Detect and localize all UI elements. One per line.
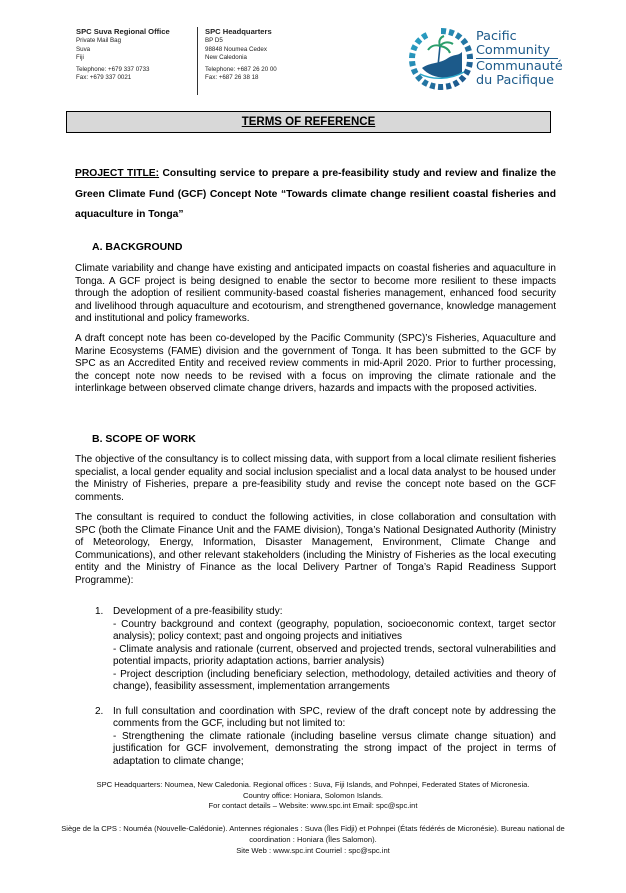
footer-line: Site Web : www.spc.int Courriel : spc@spc.int	[236, 846, 390, 855]
project-title-text: Consulting service to prepare a pre-feasibility study and review and finalize the Green Climate Fund (GCF) Concept Note “Towards climate change resilient coastal fisheries and aquaculture in Tonga”	[75, 168, 556, 220]
list-item-title: In full consultation and coordination with SPC, review of the draft concept note by addressing the comments from the GCF, including but not limited to:	[113, 705, 556, 729]
logo-line: Pacific	[476, 29, 517, 44]
address-line: Fiji	[76, 54, 84, 62]
terms-of-reference-banner	[66, 111, 551, 133]
footer-line: Country office: Honiara, Solomon Islands.	[243, 790, 383, 800]
footer-line: For contact details – Website: www.spc.int Email: spc@spc.int	[208, 801, 418, 810]
address-line: BP D5	[205, 37, 223, 44]
section-heading-background: A. BACKGROUND	[92, 241, 183, 253]
logo-line: Communauté	[476, 59, 563, 74]
headquarters-address	[205, 27, 335, 83]
list-item-detail: - Project description (including beneficiary selection, methodology, detailed activities and theory of change), feasibility assessment, implementation arrangements	[113, 668, 556, 692]
address-line: 98848 Noumea Cedex	[205, 45, 267, 53]
project-title-label: PROJECT TITLE:	[75, 168, 160, 179]
headquarters-title: SPC Headquarters	[205, 27, 272, 36]
list-item-title: Development of a pre-feasibility study:	[113, 606, 283, 617]
footer-french	[60, 823, 566, 856]
logo-line: Community	[476, 42, 551, 58]
header-divider	[197, 27, 198, 95]
list-item	[95, 706, 556, 769]
logo-text	[476, 30, 563, 87]
regional-office-address	[76, 27, 194, 83]
telephone: Telephone: +679 337 0733	[76, 65, 150, 73]
regional-office-title: SPC Suva Regional Office	[76, 27, 170, 36]
list-item-detail: - Climate analysis and rationale (current, observed and projected trends, sectoral vulnerabilities and potential impacts, priority adaptation actions, barrier analysis)	[113, 643, 556, 667]
activities-list	[95, 606, 556, 768]
telephone: Telephone: +687 26 20 00	[205, 65, 277, 73]
fax: Fax: +687 26 38 18	[205, 74, 259, 82]
spc-logo-icon	[408, 28, 474, 90]
section-heading-scope: B. SCOPE OF WORK	[92, 433, 196, 445]
list-item	[95, 606, 556, 694]
background-paragraph: A draft concept note has been co-developed by the Pacific Community (SPC)’s Fisheries, Aquaculture and Marine Ecosystems (FAME) division and the government of Tonga. It has been submitted to the GCF by SPC as an Accredited Entity and received review comments in mid-April 2020. Prior to further processing, the concept note now needs to be revised with a focus on improving the climate rationale and the interlinkage between observed climate change drivers, hazards and impacts with the proposed activities.	[75, 333, 556, 394]
project-title	[75, 164, 556, 226]
fax: Fax: +679 337 0021	[76, 74, 132, 82]
footer-line: Siège de la CPS : Nouméa (Nouvelle-Calédonie). Antennes régionales : Suva (Îles Fidji) et Pohnpei (États fédérés de Micronésie). Bureau national de coordination : Honiara (Îles Salomon).	[61, 824, 565, 844]
address-line: Private Mail Bag	[76, 37, 122, 44]
page-title: TERMS OF REFERENCE	[241, 116, 376, 128]
address-line: New Caledonia	[205, 54, 247, 62]
address-line: Suva	[76, 45, 91, 53]
background-paragraph: Climate variability and change have existing and anticipated impacts on coastal fisheries and aquaculture in Tonga. A GCF project is being designed to enable the sector to become more resilient to these impacts through the adoption of resilient community-based coastal fisheries management, enhanced food security and livelihood through aquaculture and ecotourism, and strengthened governance, knowledge management and institutional and policy frameworks.	[75, 263, 556, 324]
list-item-detail: - Country background and context (geography, population, socioeconomic context, target sector analysis); policy context; past and ongoing projects and initiatives	[113, 618, 556, 642]
scope-paragraph: The consultant is required to conduct the following activities, in close collaboration and consultation with SPC (both the Climate Finance Unit and the FAME division), Tonga’s National Designated Authority (Ministry of Meteorology, Energy, Information, Disaster Management, Environment, Climate Change and Communications), and other relevant stakeholders (including the Ministry of Fisheries as the local executing entity and the Ministry of Finance as the local Delivery Partner of Tonga’s Rapid Readiness Support Programme):	[75, 512, 556, 586]
list-item-number: 1.	[95, 606, 104, 617]
logo-line: du Pacifique	[476, 72, 555, 88]
scope-paragraph: The objective of the consultancy is to collect missing data, with support from a local climate resilient fisheries specialist, a local gender equality and social inclusion specialist and a local data analyst to be housed under the Ministry of Fisheries, prepare a pre-feasibility study and revise the concept note based on the GCF comments.	[75, 454, 556, 503]
footer-line: SPC Headquarters: Noumea, New Caledonia. Regional offices : Suva, Fiji Islands, and Pohnpei, Federated States of Micronesia.	[96, 780, 530, 789]
list-item-number: 2.	[95, 705, 104, 717]
footer-english	[60, 780, 566, 812]
list-item-detail: - Strengthening the climate rationale (including baseline versus climate change situation) and justification for GCF involvement, demonstrating the strong impact of the project in terms of adaptation to climate change;	[113, 730, 556, 767]
